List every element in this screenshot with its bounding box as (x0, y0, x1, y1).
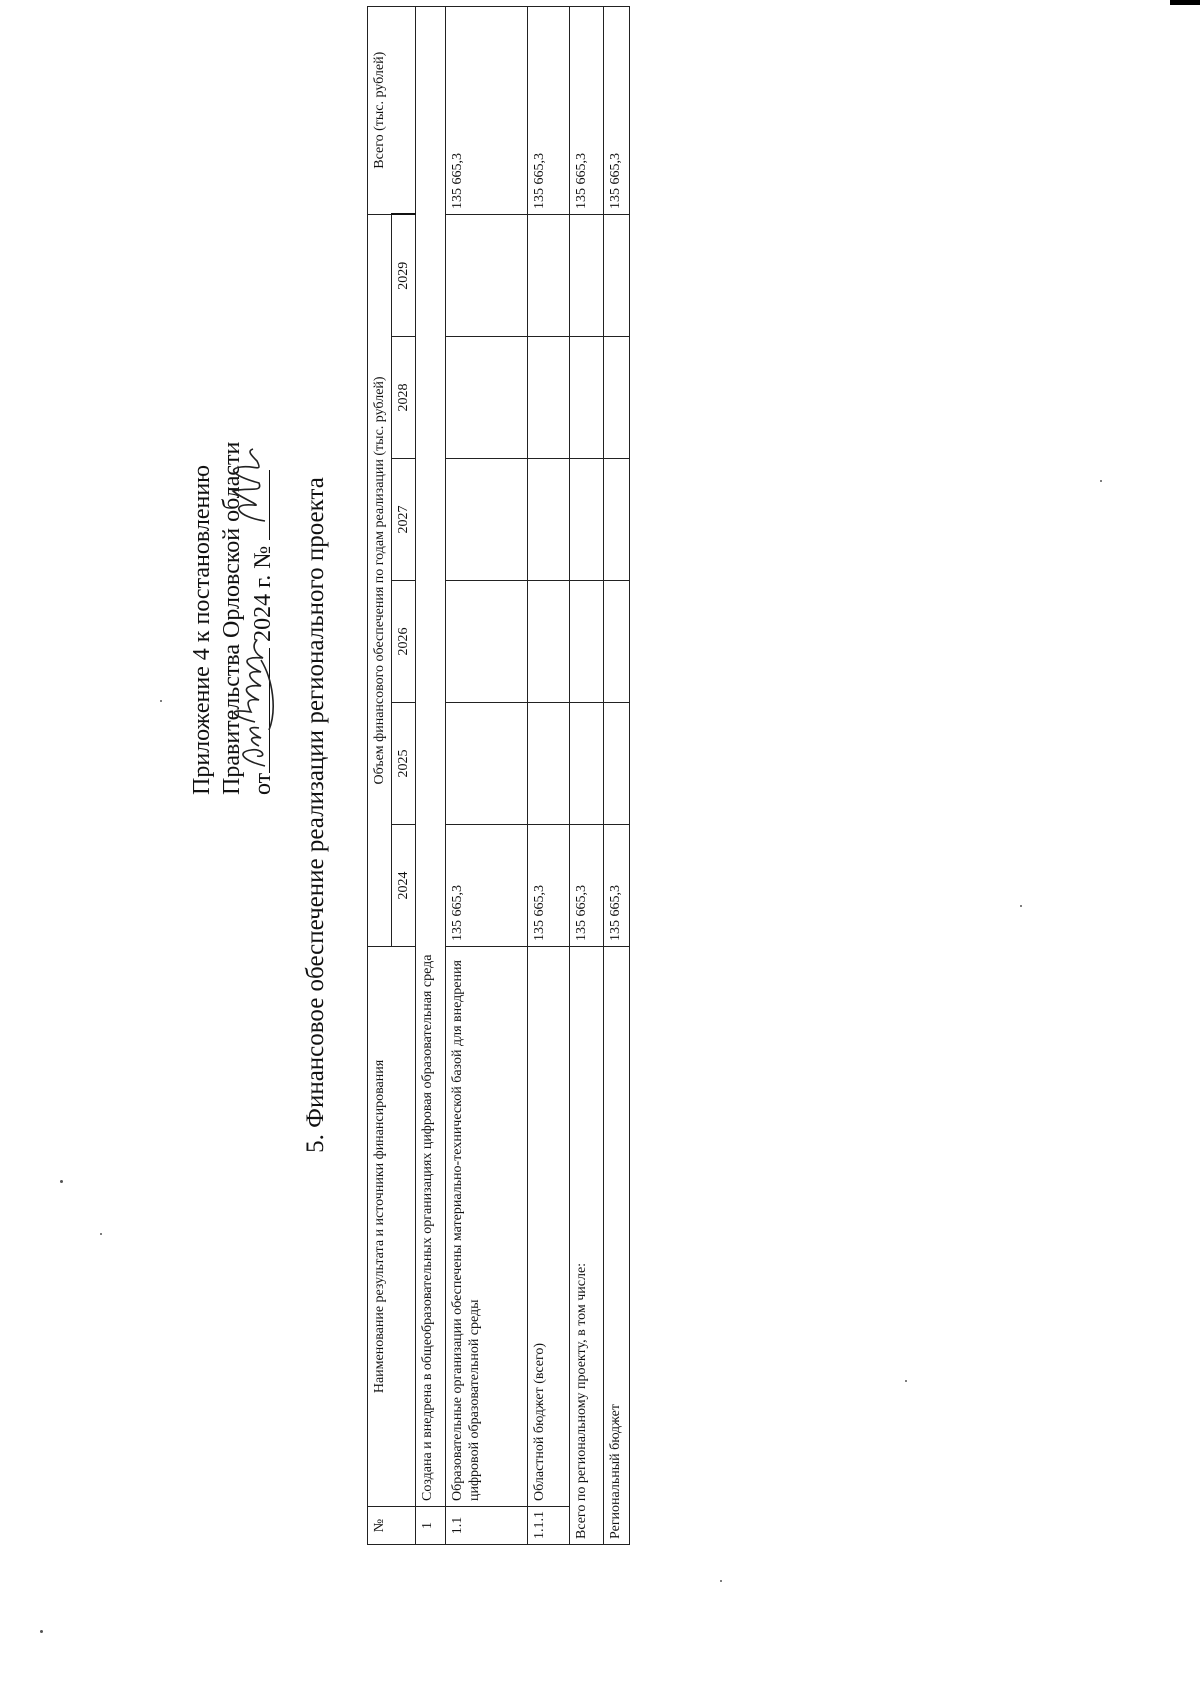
summary-value (570, 581, 604, 703)
summary-value (604, 459, 630, 581)
section-num: 1 (416, 1507, 446, 1545)
header-year: 2029 (392, 214, 416, 336)
scan-speck (1100, 480, 1102, 482)
row-value (446, 214, 528, 336)
scan-speck (40, 1630, 43, 1633)
scan-speck (720, 1580, 722, 1582)
scan-speck (60, 1180, 63, 1183)
row-value: 135 665,3 (446, 825, 528, 947)
row-name: Областной бюджет (всего) (528, 947, 570, 1507)
summary-value (604, 581, 630, 703)
row-value (446, 703, 528, 825)
scan-speck (160, 700, 162, 702)
summary-value (604, 337, 630, 459)
header-year: 2027 (392, 459, 416, 581)
row-value: 135 665,3 (528, 825, 570, 947)
summary-value (570, 703, 604, 825)
row-num: 1.1 (446, 1507, 528, 1545)
header-line-2: Правительства Орловской области (219, 441, 245, 795)
date-year: 2024 г. № (250, 545, 276, 642)
row-value (528, 581, 570, 703)
scan-speck (100, 1233, 102, 1235)
header-year: 2025 (392, 703, 416, 825)
scan-speck (1020, 905, 1022, 907)
header-line-3 (247, 155, 278, 795)
table-header-row (368, 6, 392, 1544)
summary-row (604, 6, 630, 1544)
row-num: 1.1.1 (528, 1507, 570, 1545)
row-value (528, 459, 570, 581)
summary-total: 135 665,3 (604, 6, 630, 214)
summary-row (570, 6, 604, 1544)
header-year: 2024 (392, 825, 416, 947)
row-name: Образовательные организации обеспечены материально-технической базой для внедрения цифровой образовательной среды (446, 947, 528, 1507)
row-total: 135 665,3 (446, 6, 528, 214)
summary-total: 135 665,3 (570, 6, 604, 214)
financing-table (367, 6, 630, 1545)
row-value (446, 337, 528, 459)
header-volume: Объем финансового обеспечения по годам реализации (тыс. рублей) (368, 214, 392, 946)
scan-edge-mark (1170, 0, 1200, 5)
summary-value (570, 214, 604, 336)
table-row (446, 6, 528, 1544)
rotated-page (177, 51, 677, 1555)
summary-value (604, 214, 630, 336)
appendix-header (187, 155, 278, 795)
section-row (416, 6, 446, 1544)
row-value (446, 581, 528, 703)
row-value (528, 703, 570, 825)
summary-value: 135 665,3 (570, 825, 604, 947)
summary-value (570, 459, 604, 581)
handwritten-number-signature (219, 447, 277, 527)
summary-value: 135 665,3 (604, 825, 630, 947)
header-year: 2028 (392, 337, 416, 459)
header-num: № (368, 1507, 416, 1545)
scan-speck (905, 1380, 907, 1382)
row-value (446, 459, 528, 581)
header-name: Наименование результата и источники финансирования (368, 947, 416, 1507)
header-line-1: Приложение 4 к постановлению (189, 464, 215, 795)
row-value (528, 214, 570, 336)
section-title: 5. Финансовое обеспечение реализации регионального проекта (302, 477, 329, 1153)
row-value (528, 337, 570, 459)
date-prefix: от (250, 772, 276, 795)
summary-name: Региональный бюджет (604, 947, 630, 1545)
table-row (528, 6, 570, 1544)
handwritten-date-signature (221, 635, 279, 770)
summary-name: Всего по региональному проекту, в том числе: (570, 947, 604, 1545)
summary-value (570, 337, 604, 459)
header-year: 2026 (392, 581, 416, 703)
summary-value (604, 703, 630, 825)
row-total: 135 665,3 (528, 6, 570, 214)
header-total: Всего (тыс. рублей) (368, 6, 416, 214)
section-name: Создана и внедрена в общеобразовательных организациях цифровая образовательная среда (416, 6, 446, 1506)
